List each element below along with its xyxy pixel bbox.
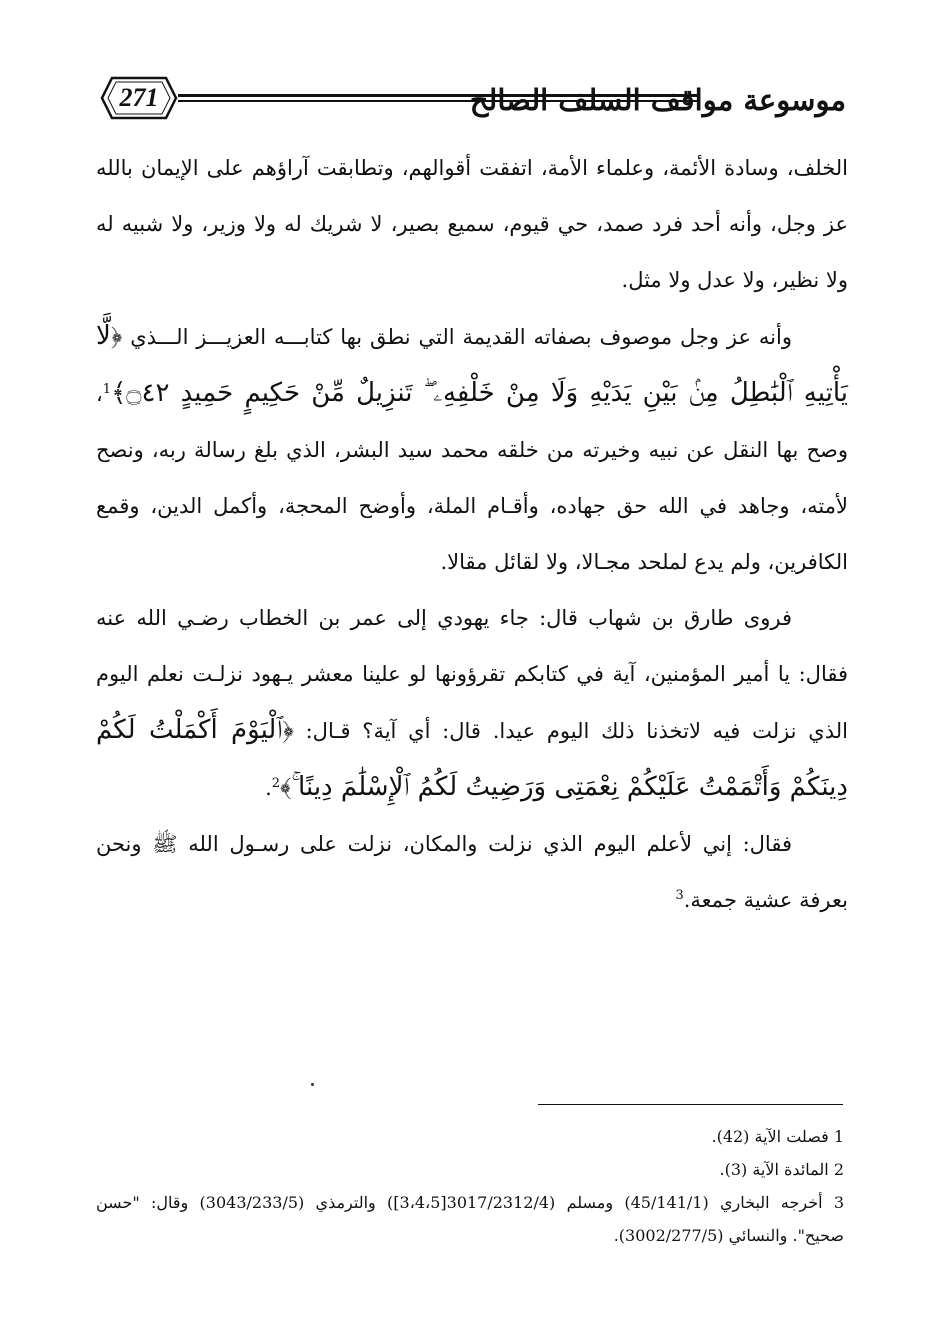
book-title: موسوعة مواقف السلف الصالح <box>469 83 846 117</box>
page-header <box>100 58 846 148</box>
page-number: 271 <box>119 83 159 112</box>
paragraph-text: فروى طارق بن شهاب قال: جاء يهودي إلى عمر بن الخطاب رضـي الله عنه فقال: يا أمير المؤمنين، آية في كتابكم تقرؤونها لو علينا معشر يـهود نزلـت نعلم اليوم الذي نزلت فيه لاتخذنا ذلك اليوم عيدا. قال: أي آية؟ قـال: <box>96 606 848 743</box>
paragraph-text: الخلف، وسادة الأئمة، وعلماء الأمة، اتفقت أقوالهم، وتطابقت آراؤهم على الإيمان بالله عز وجل، وأنه أحد فرد صمد، حي قيوم، سميع بصير، لا شريك له ولا وزير، ولا شبيه له ولا نظير، ولا عدل ولا مثل. <box>96 156 848 292</box>
paragraph-text: ، وصح بها النقل عن نبيه وخيرته من خلقه محمد سيد البشر، الذي بلغ رسالة ربه، ونصح لأمته، وجاهد في الله حق جهاده، وأقـام الملة، وأوضح المحجة، وأكمل الدين، وقمع الكافرين، ولم يدع لملحد مجـالا، ولا لقائل مقالا. <box>96 382 848 574</box>
paragraph-text: . <box>265 776 272 800</box>
footnote-number: 2 <box>833 1160 844 1179</box>
paragraph-text: فقال: إني لأعلم اليوم الذي نزلت والمكان، نزلت على رسـول الله ﷺ ونحن بعرفة عشية جمعة. <box>96 832 848 912</box>
footnote-ref[interactable]: 2 <box>271 776 281 791</box>
main-text <box>96 140 848 928</box>
footnote-number: 1 <box>833 1127 844 1146</box>
footnote-text: المائدة الآية (3). <box>719 1160 829 1179</box>
footnote-item <box>96 1120 844 1153</box>
footnote-ref[interactable]: 1 <box>102 382 112 397</box>
footnote-number: 3 <box>833 1193 845 1212</box>
quran-verse: ﴿لَّا يَأْتِيهِ ٱلْبَٰطِلُ مِنۢ بَيْنِ يَدَيْهِ وَلَا مِنْ خَلْفِهِۦ ۖ تَنزِيلٌ مِّنْ حَكِيمٍ حَمِيدٍ ۝٤٢﴾ <box>96 321 848 408</box>
scan-speck <box>311 1083 314 1086</box>
paragraph-4 <box>96 816 848 928</box>
footnote-text: فصلت الآية (42). <box>711 1127 829 1146</box>
paragraph-1 <box>96 140 848 308</box>
footnote-item <box>96 1186 844 1252</box>
paragraph-3 <box>96 590 848 816</box>
footnote-divider <box>538 1104 843 1105</box>
footnote-item <box>96 1153 844 1186</box>
footnote-ref[interactable]: 3 <box>675 888 684 903</box>
paragraph-2 <box>96 308 848 590</box>
footnote-text: أخرجه البخاري (45/141/1) ومسلم (3017/2312/4[3،4،5]) والترمذي (3043/233/5) وقال: "حسن صحيح". والنسائي (3002/277/5). <box>96 1193 844 1245</box>
paragraph-text: وأنه عز وجل موصوف بصفاته القديمة التي نطق بها كتابـــه العزيـــز الـــذي <box>130 325 792 349</box>
page-number-badge <box>100 76 178 120</box>
footnotes <box>96 1120 844 1252</box>
quran-verse: ﴿ٱلْيَوْمَ أَكْمَلْتُ لَكُمْ دِينَكُمْ وَأَتْمَمْتُ عَلَيْكُمْ نِعْمَتِى وَرَضِيتُ لَكُمُ ٱلْإِسْلَٰمَ دِينًا ۚ﴾ <box>96 715 848 802</box>
